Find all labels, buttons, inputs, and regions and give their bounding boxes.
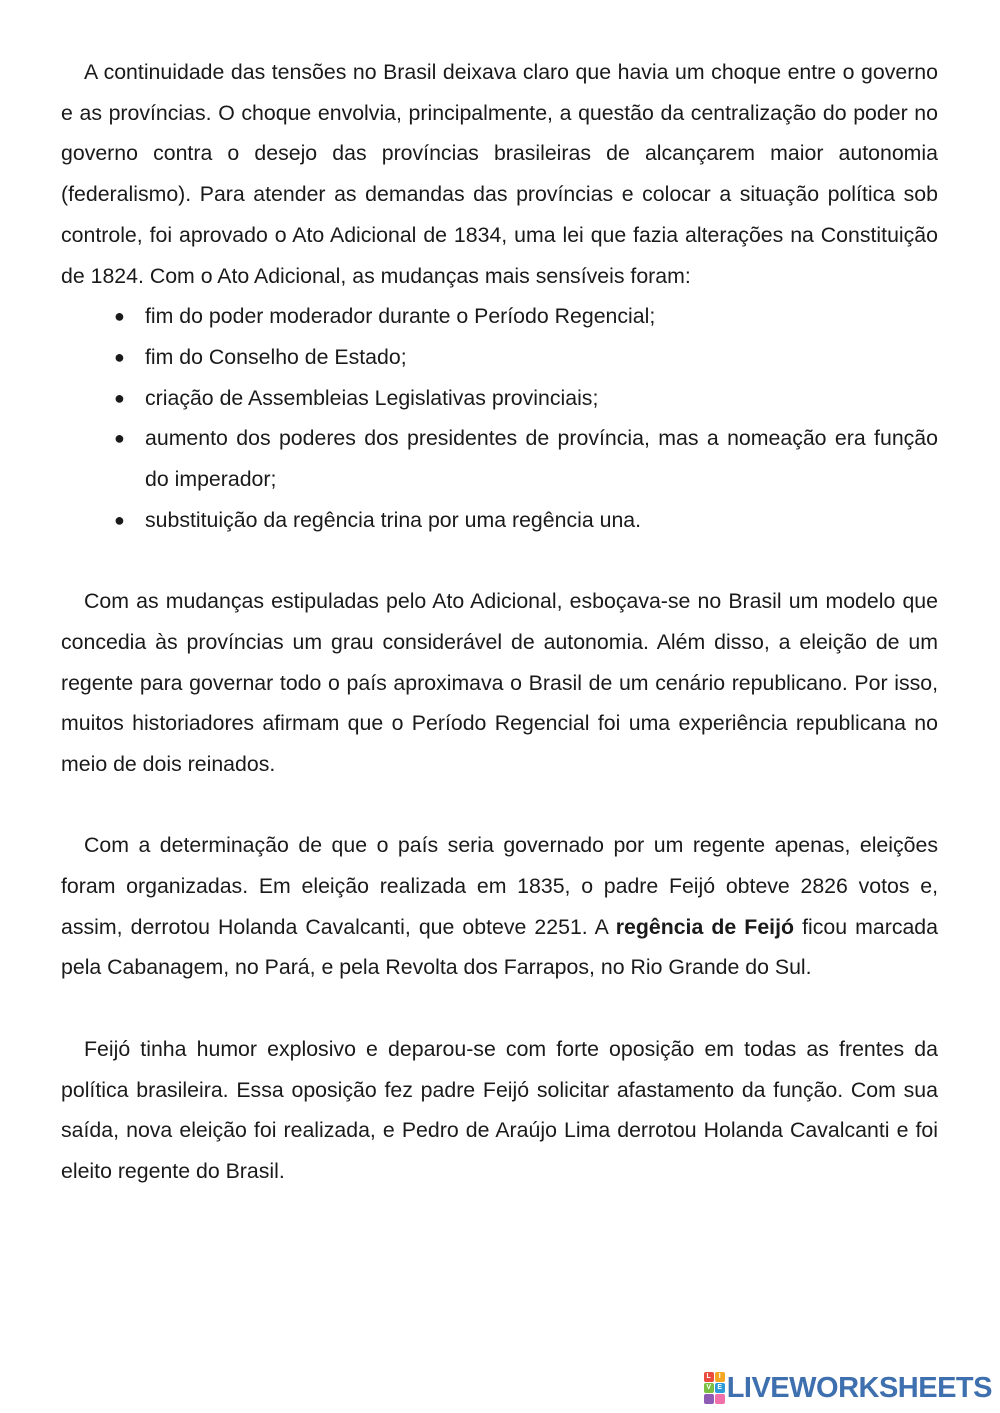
logo-text: LIVEWORKSHEETS [726,1372,992,1404]
list-item: ● aumento dos poderes dos presidentes de província, mas a nomeação era função do imperador; [61,418,938,499]
list-item: ● criação de Assembleias Legislativas provinciais; [61,378,938,419]
list-item: ● fim do poder moderador durante o Período Regencial; [61,296,938,337]
bullet-icon: ● [114,509,125,530]
bullet-icon: ● [114,387,125,408]
paragraph-spacer [61,785,938,826]
paragraph-autonomia: Com as mudanças estipuladas pelo Ato Adicional, esboçava-se no Brasil um modelo que concedia às províncias um grau considerável de autonomia. Além disso, a eleição de um regente para governar todo o país aproximava o Brasil de um cenário republicano. Por isso, muitos historiadores afirmam que o Período Regencial foi uma experiência republicana no meio de dois reinados. [61,589,938,776]
list-item: ● fim do Conselho de Estado; [61,337,938,378]
bold-term-regencia-feijo: regência de Feijó [615,914,795,939]
logo-mark-icon: L I V E [704,1372,725,1404]
paragraph-eleicao-feijo: Com a determinação de que o país seria governado por um regente apenas, eleições foram organizadas. Em eleição realizada em 1835, o padre Feijó obteve 2826 votos e, assim, derrotou Holanda Cavalcanti, que obteve 2251. A regência de Feijó ficou marcada pela Cabanagem, no Pará, e pela Revolta dos Farrapos, no Rio Grande do Sul. [61,833,938,980]
paragraph-spacer [61,540,938,581]
bullet-icon: ● [114,428,125,449]
list-item: ● substituição da regência trina por uma regência una. [61,500,938,541]
changes-list [61,296,938,540]
paragraph-ato-adicional: A continuidade das tensões no Brasil deixava claro que havia um choque entre o governo e as províncias. O choque envolvia, principalmente, a questão da centralização do poder no governo contra o desejo das províncias brasileiras de alcançarem maior autonomia (federalismo). Para atender as demandas das províncias e colocar a situação política sob controle, foi aprovado o Ato Adicional de 1834, uma lei que fazia alterações na Constituição de 1824. Com o Ato Adicional, as mudanças mais sensíveis foram: [61,60,938,288]
bullet-icon: ● [114,306,125,327]
liveworksheets-logo [704,1371,992,1405]
paragraph-afastamento-feijo: Feijó tinha humor explosivo e deparou-se com forte oposição em todas as frentes da política brasileira. Essa oposição fez padre Feijó solicitar afastamento da função. Com sua saída, nova eleição foi realizada, e Pedro de Araújo Lima derrotou Holanda Cavalcanti e foi eleito regente do Brasil. [61,1036,938,1183]
bullet-icon: ● [114,346,125,367]
paragraph-spacer [61,988,938,1029]
document-page [61,52,938,1192]
